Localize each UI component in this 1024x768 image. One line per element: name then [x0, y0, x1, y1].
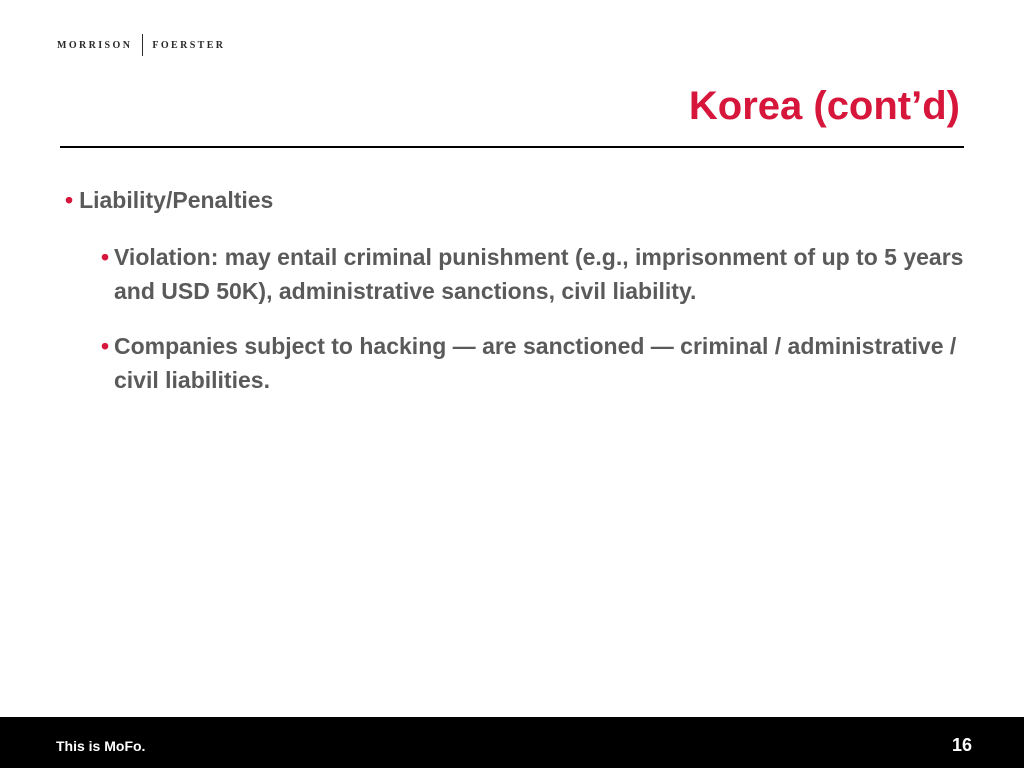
sub-bullet-companies-hacking: [101, 329, 974, 397]
sub-bullet-dot: •: [101, 333, 110, 359]
sub-bullet-violation: [101, 240, 974, 308]
sub-bullet-text: Violation: may entail criminal punishment (e.g., imprisonment of up to 5 years and USD 50K), administrative sanctions, civil liability.: [114, 244, 964, 304]
sub-bullet-text: Companies subject to hacking — are sanctioned — criminal / administrative / civil liabilities.: [114, 333, 957, 393]
logo-divider: [142, 34, 143, 56]
morrison-foerster-logo: [57, 34, 225, 56]
footer-bar: [0, 717, 1024, 768]
title-divider: [60, 146, 964, 148]
sub-bullet-dot: •: [101, 244, 110, 270]
logo-left-word: MORRISON: [57, 39, 133, 51]
slide-title: Korea (cont’d): [688, 84, 960, 128]
bullet-liability-penalties: [65, 187, 273, 214]
page-number: 16: [951, 735, 972, 755]
bullet-text: Liability/Penalties: [79, 187, 274, 213]
bullet-dot: •: [65, 187, 74, 213]
logo-right-word: FOERSTER: [152, 39, 226, 51]
footer-tagline: This is MoFo.: [56, 738, 146, 754]
